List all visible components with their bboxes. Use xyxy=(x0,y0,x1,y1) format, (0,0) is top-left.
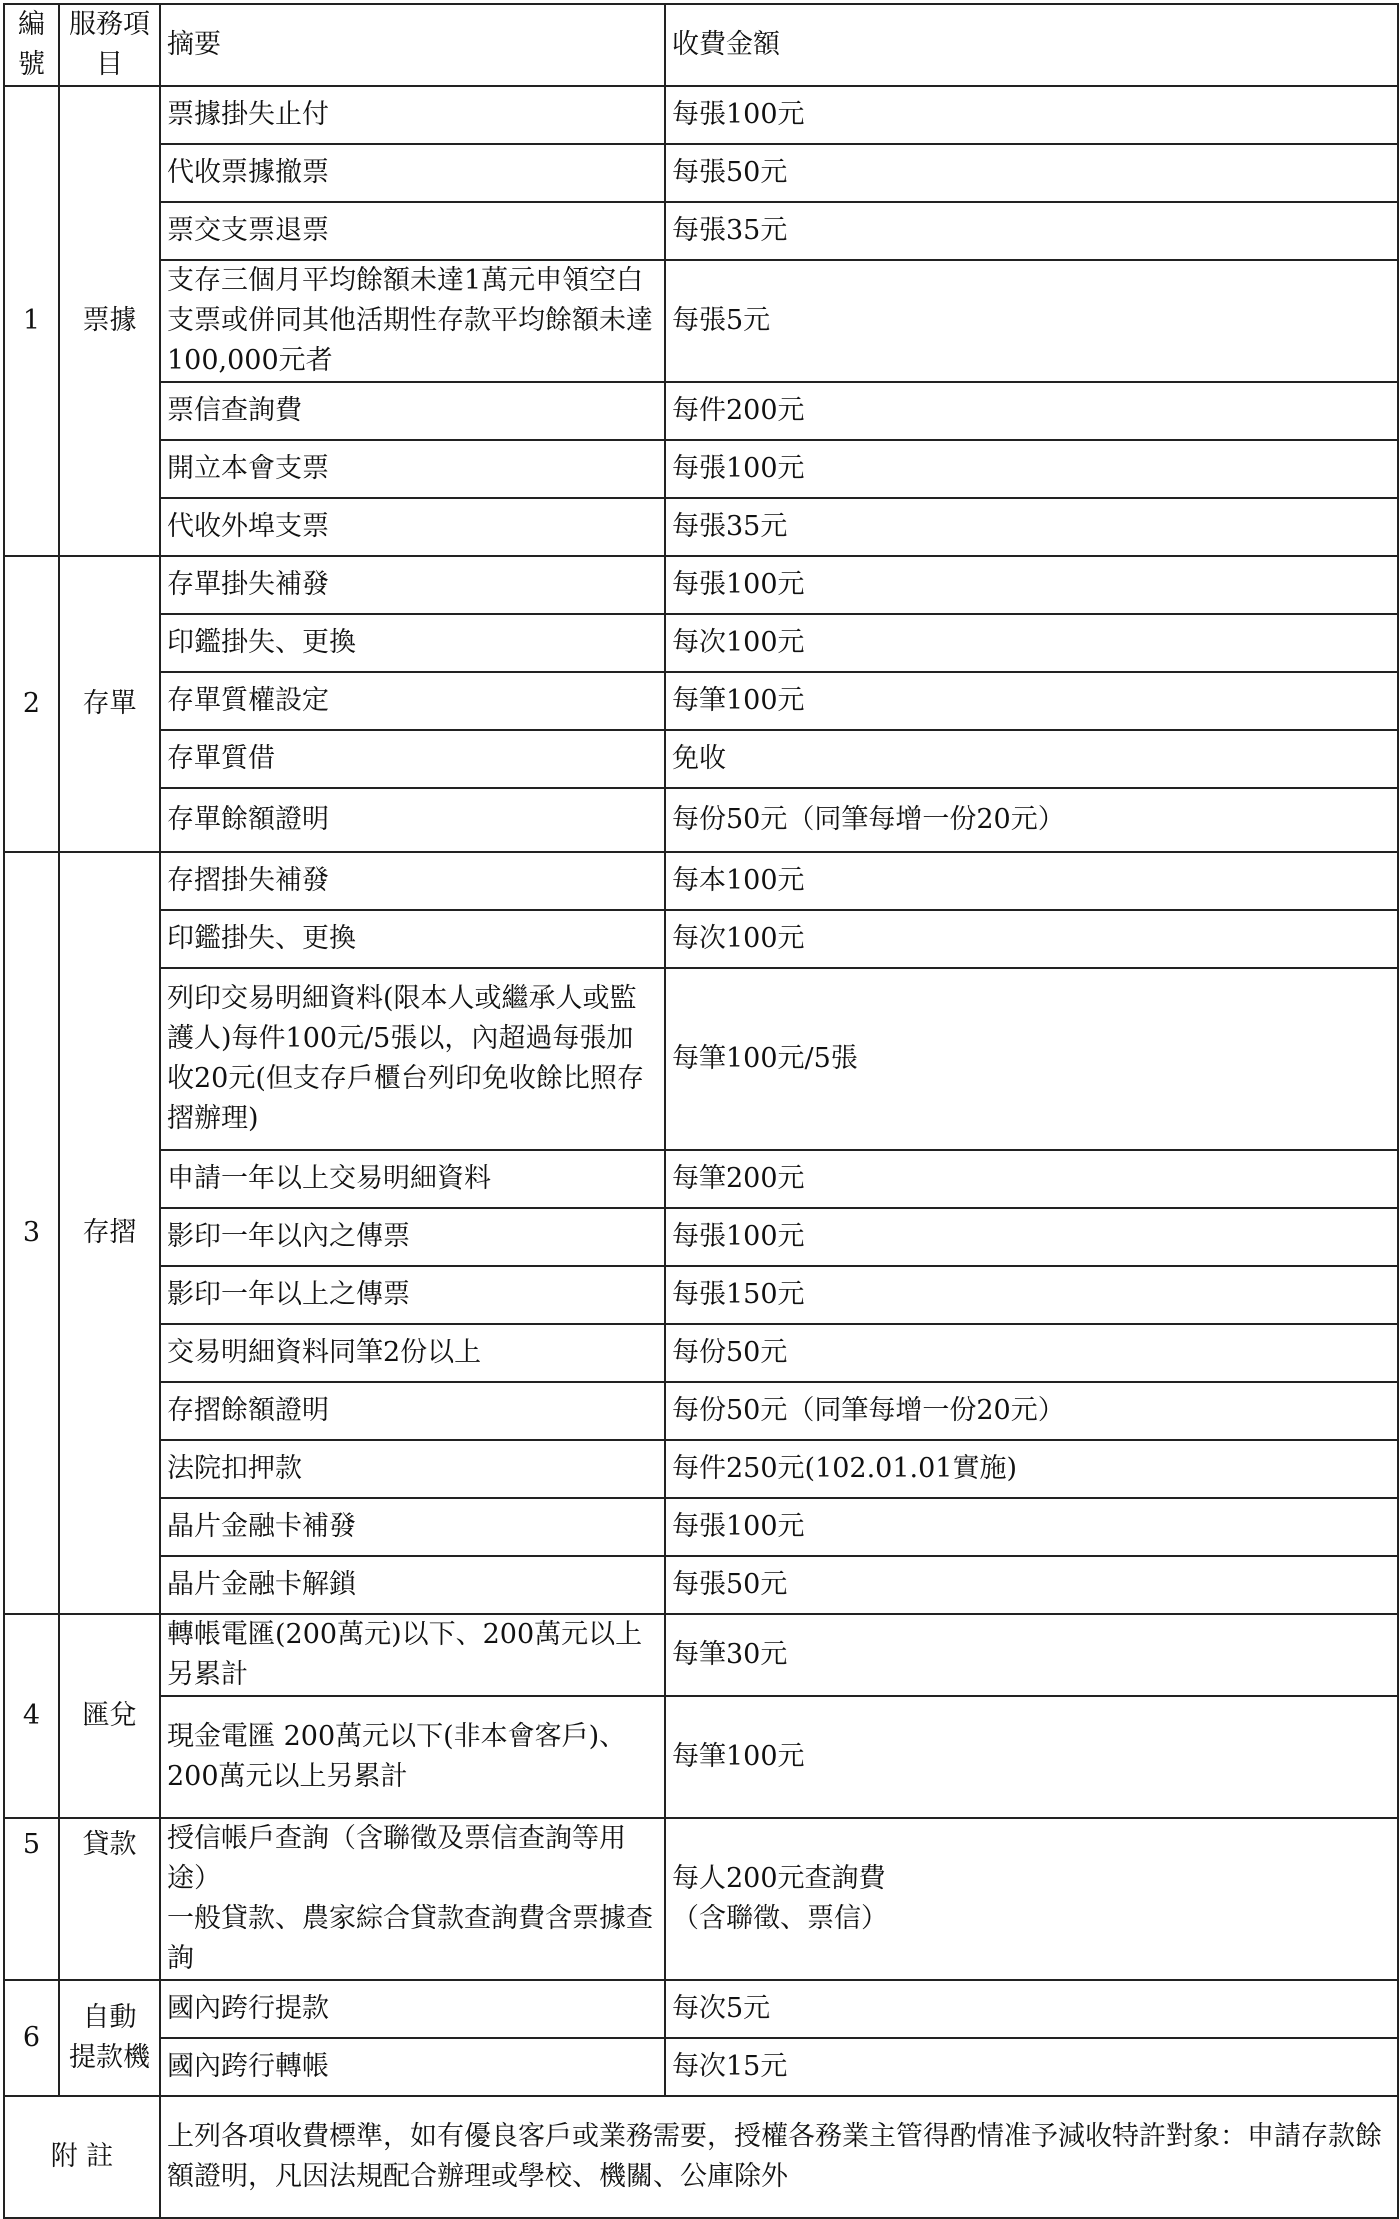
group-number: 2 xyxy=(4,556,59,852)
header-no: 編號 xyxy=(4,4,59,86)
row-fee: 每筆100元/5張 xyxy=(665,968,1398,1150)
row-summary: 列印交易明細資料(限本人或繼承人或監護人)每件100元/5張以，內超過每張加收20元(但支存戶櫃台列印免收餘比照存摺辦理) xyxy=(160,968,665,1150)
row-summary xyxy=(160,1818,665,1980)
row-fee: 每份50元 xyxy=(665,1324,1398,1382)
row-summary: 存單掛失補發 xyxy=(160,556,665,614)
row-fee: 每張100元 xyxy=(665,556,1398,614)
group-name: 存摺 xyxy=(59,852,160,1614)
summary-line: 一般貸款、農家綜合貸款查詢費含票據查詢 xyxy=(167,1903,653,1974)
table-row xyxy=(4,1614,1398,1696)
row-fee: 每張35元 xyxy=(665,202,1398,260)
row-fee: 每張100元 xyxy=(665,1498,1398,1556)
row-fee: 每張100元 xyxy=(665,86,1398,144)
table-row xyxy=(4,440,1398,498)
row-fee: 每份50元（同筆每增一份20元） xyxy=(665,788,1398,852)
row-fee: 每張150元 xyxy=(665,1266,1398,1324)
row-fee: 每張5元 xyxy=(665,260,1398,382)
row-summary: 國內跨行提款 xyxy=(160,1980,665,2038)
row-summary: 支存三個月平均餘額未達1萬元申領空白支票或併同其他活期性存款平均餘額未達100,000元者 xyxy=(160,260,665,382)
row-summary: 轉帳電匯(200萬元)以下、200萬元以上另累計 xyxy=(160,1614,665,1696)
table-row xyxy=(4,1266,1398,1324)
group-name: 自動 提款機 xyxy=(59,1980,160,2096)
row-summary: 票據掛失止付 xyxy=(160,86,665,144)
row-summary: 存單質權設定 xyxy=(160,672,665,730)
header-summary: 摘要 xyxy=(160,4,665,86)
row-summary: 印鑑掛失、更換 xyxy=(160,910,665,968)
fee-schedule-table xyxy=(3,3,1399,2219)
table-row xyxy=(4,788,1398,852)
summary-line: 授信帳戶查詢（含聯徵及票信查詢等用途） xyxy=(167,1823,626,1894)
row-fee: 每張100元 xyxy=(665,1208,1398,1266)
row-summary: 代收外埠支票 xyxy=(160,498,665,556)
table-row xyxy=(4,614,1398,672)
row-fee: 每件200元 xyxy=(665,382,1398,440)
row-fee: 每筆100元 xyxy=(665,1696,1398,1818)
table-row xyxy=(4,1556,1398,1614)
table-row xyxy=(4,86,1398,144)
group-name: 票據 xyxy=(59,86,160,556)
row-fee: 每筆30元 xyxy=(665,1614,1398,1696)
group-name: 匯兌 xyxy=(59,1614,160,1818)
table-row xyxy=(4,910,1398,968)
group-name: 貸款 xyxy=(59,1818,160,1980)
row-summary: 票交支票退票 xyxy=(160,202,665,260)
table-row xyxy=(4,260,1398,382)
row-fee: 每張50元 xyxy=(665,144,1398,202)
table-row xyxy=(4,2038,1398,2096)
table-row xyxy=(4,498,1398,556)
row-fee: 每次15元 xyxy=(665,2038,1398,2096)
row-summary: 國內跨行轉帳 xyxy=(160,2038,665,2096)
group-number: 3 xyxy=(4,852,59,1614)
table-row xyxy=(4,730,1398,788)
row-fee: 每筆200元 xyxy=(665,1150,1398,1208)
row-fee: 每次100元 xyxy=(665,910,1398,968)
table-row xyxy=(4,556,1398,614)
table-row xyxy=(4,672,1398,730)
fee-line: 每人200元查詢費 xyxy=(672,1863,886,1894)
table-row xyxy=(4,1818,1398,1980)
row-summary: 現金電匯 200萬元以下(非本會客戶)、200萬元以上另累計 xyxy=(160,1696,665,1818)
row-summary: 代收票據撤票 xyxy=(160,144,665,202)
table-row xyxy=(4,1980,1398,2038)
row-summary: 晶片金融卡解鎖 xyxy=(160,1556,665,1614)
note-label: 附 註 xyxy=(4,2096,160,2218)
table-row xyxy=(4,1498,1398,1556)
row-fee: 每本100元 xyxy=(665,852,1398,910)
row-fee: 每張35元 xyxy=(665,498,1398,556)
group-number: 6 xyxy=(4,1980,59,2096)
table-row xyxy=(4,144,1398,202)
table-row xyxy=(4,1324,1398,1382)
row-fee: 每筆100元 xyxy=(665,672,1398,730)
row-fee: 每次100元 xyxy=(665,614,1398,672)
group-number: 1 xyxy=(4,86,59,556)
row-fee: 每張50元 xyxy=(665,1556,1398,1614)
table-row xyxy=(4,1150,1398,1208)
group-number: 4 xyxy=(4,1614,59,1818)
fee-line: （含聯徵、票信） xyxy=(672,1903,888,1934)
fee-table-container xyxy=(3,3,1399,2219)
group-number: 5 xyxy=(4,1818,59,1980)
row-summary: 票信查詢費 xyxy=(160,382,665,440)
row-summary: 開立本會支票 xyxy=(160,440,665,498)
row-summary: 影印一年以內之傳票 xyxy=(160,1208,665,1266)
note-text: 上列各項收費標準，如有優良客戶或業務需要，授權各務業主管得酌情准予減收特許對象：申請存款餘額證明，凡因法規配合辦理或學校、機關、公庫除外 xyxy=(160,2096,1398,2218)
row-summary: 交易明細資料同筆2份以上 xyxy=(160,1324,665,1382)
table-row xyxy=(4,1440,1398,1498)
row-summary: 存摺掛失補發 xyxy=(160,852,665,910)
table-row xyxy=(4,1382,1398,1440)
table-row xyxy=(4,968,1398,1150)
group-name: 存單 xyxy=(59,556,160,852)
row-summary: 晶片金融卡補發 xyxy=(160,1498,665,1556)
row-fee: 每張100元 xyxy=(665,440,1398,498)
row-summary: 影印一年以上之傳票 xyxy=(160,1266,665,1324)
row-fee xyxy=(665,1818,1398,1980)
note-row xyxy=(4,2096,1398,2218)
row-fee: 免收 xyxy=(665,730,1398,788)
header-item: 服務項目 xyxy=(59,4,160,86)
table-row xyxy=(4,382,1398,440)
header-row xyxy=(4,4,1398,86)
row-fee: 每份50元（同筆每增一份20元） xyxy=(665,1382,1398,1440)
table-row xyxy=(4,1696,1398,1818)
row-summary: 印鑑掛失、更換 xyxy=(160,614,665,672)
table-row xyxy=(4,852,1398,910)
row-summary: 法院扣押款 xyxy=(160,1440,665,1498)
row-summary: 存摺餘額證明 xyxy=(160,1382,665,1440)
header-fee: 收費金額 xyxy=(665,4,1398,86)
row-fee: 每次5元 xyxy=(665,1980,1398,2038)
row-fee: 每件250元(102.01.01實施) xyxy=(665,1440,1398,1498)
table-row xyxy=(4,202,1398,260)
row-summary: 存單質借 xyxy=(160,730,665,788)
row-summary: 申請一年以上交易明細資料 xyxy=(160,1150,665,1208)
table-row xyxy=(4,1208,1398,1266)
row-summary: 存單餘額證明 xyxy=(160,788,665,852)
